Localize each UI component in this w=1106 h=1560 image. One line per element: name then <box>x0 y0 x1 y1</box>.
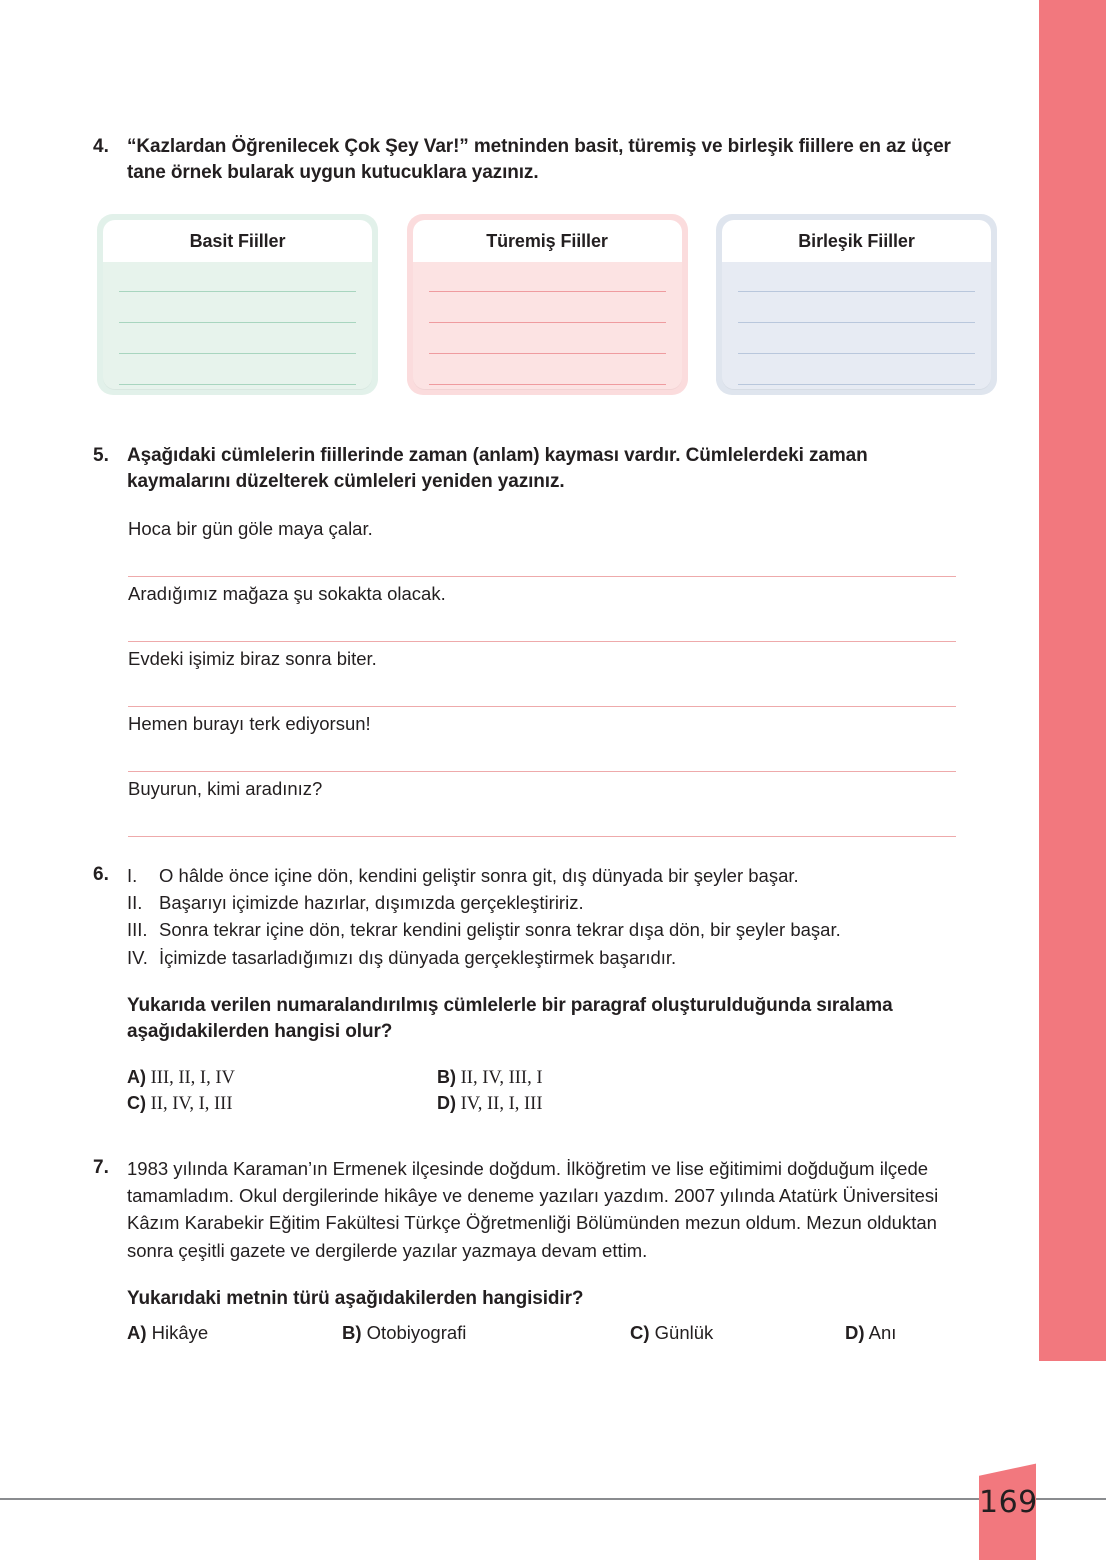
choice-label: D) <box>845 1321 865 1343</box>
question-7-choices <box>127 1320 959 1347</box>
card-title: Birleşik Fiiller <box>722 220 991 262</box>
writing-rule <box>429 353 666 354</box>
writing-rule <box>119 322 356 323</box>
writing-rule <box>128 836 956 837</box>
writing-rule <box>738 384 975 385</box>
question-5-answer-lines <box>128 512 956 837</box>
list-item <box>127 916 959 943</box>
choice-label: A) <box>127 1067 146 1088</box>
given-sentence: Hoca bir gün göle maya çalar. <box>128 518 373 539</box>
choice-label: A) <box>127 1321 147 1343</box>
choice-c[interactable] <box>127 1091 437 1117</box>
question-5 <box>93 443 959 495</box>
question-6-choices <box>127 1065 747 1118</box>
question-7-passage: 1983 yılında Karaman’ın Ermenek ilçesinde doğdum. İlköğretim ve lise eğitimimi doğduğum ilçede tamamladım. Okul dergilerinde hikâye ve deneme yazıları yazdım. 2007 yılında Atatürk Üniversitesi Kâzım Karabekir Eğitim Fakültesi Türkçe Öğretmenliği Bölümünden mezun oldum. Mezun olduktan sonra çeşitli gazete ve dergilerde yazılar yazmaya devam ettim. <box>127 1158 939 1261</box>
writing-rule <box>429 384 666 385</box>
card-writing-area[interactable] <box>722 262 991 389</box>
writing-rule <box>738 322 975 323</box>
question-4 <box>93 134 959 186</box>
page-accent-sidebar <box>1039 0 1106 1361</box>
writing-rule <box>429 322 666 323</box>
given-sentence: Buyurun, kimi aradınız? <box>128 778 323 799</box>
question-4-stem: “Kazlardan Öğrenilecek Çok Şey Var!” metninden basit, türemiş ve birleşik fiillere en az üçer tane örnek bularak uygun kutucuklara yazınız. <box>127 136 951 184</box>
list-item <box>127 889 959 916</box>
page-number: 169 <box>979 1485 1038 1520</box>
choice-label: D) <box>437 1093 456 1114</box>
verb-type-cards <box>97 214 997 395</box>
answer-line[interactable] <box>128 707 956 772</box>
question-7 <box>93 1155 959 1347</box>
writing-rule <box>738 353 975 354</box>
writing-rule <box>119 291 356 292</box>
choice-text: III, II, I, IV <box>150 1068 235 1089</box>
choice-b[interactable] <box>342 1320 630 1347</box>
card-writing-area[interactable] <box>413 262 682 389</box>
item-numeral: IV. <box>127 946 148 968</box>
choice-label: B) <box>437 1067 456 1088</box>
choice-text: II, IV, III, I <box>460 1068 543 1089</box>
answer-line[interactable] <box>128 772 956 837</box>
card-title: Basit Fiiller <box>103 220 372 262</box>
card-basit-fiiller <box>97 214 378 395</box>
question-5-stem: Aşağıdaki cümlelerin fiillerinde zaman (anlam) kayması vardır. Cümlelerdeki zaman kaymalarını düzelterek cümleleri yeniden yazınız. <box>127 445 868 493</box>
choice-c[interactable] <box>630 1320 845 1347</box>
list-item <box>127 862 959 889</box>
choice-d[interactable] <box>437 1091 747 1117</box>
given-sentence: Evdeki işimiz biraz sonra biter. <box>128 648 377 669</box>
item-text: Başarıyı içimizde hazırlar, dışımızda gerçekleştiririz. <box>159 892 584 914</box>
question-6-numbered-sentences <box>127 862 959 971</box>
card-writing-area[interactable] <box>103 262 372 389</box>
item-numeral: III. <box>127 919 148 941</box>
choice-text: Otobiyografi <box>366 1321 467 1343</box>
choice-text: Hikâye <box>151 1321 209 1343</box>
item-numeral: I. <box>127 865 138 886</box>
card-title: Türemiş Fiiller <box>413 220 682 262</box>
question-6-number: 6. <box>93 864 109 885</box>
answer-line[interactable] <box>128 512 956 577</box>
question-5-number: 5. <box>93 445 109 466</box>
writing-rule <box>738 291 975 292</box>
choice-text: II, IV, I, III <box>150 1094 233 1115</box>
question-6-lead-in: Yukarıda verilen numaralandırılmış cümlelerle bir paragraf oluşturulduğunda sıralama aşağıdakilerden hangisi olur? <box>127 994 893 1042</box>
answer-line[interactable] <box>128 642 956 707</box>
given-sentence: Hemen burayı terk ediyorsun! <box>128 713 371 734</box>
choice-text: Anı <box>868 1321 897 1343</box>
choice-label: B) <box>342 1321 362 1343</box>
question-6 <box>93 862 959 1118</box>
choice-b[interactable] <box>437 1065 747 1091</box>
choice-label: C) <box>127 1093 146 1114</box>
choice-d[interactable] <box>845 1320 896 1347</box>
item-text: Sonra tekrar içine dön, tekrar kendini geliştir sonra tekrar dışa dön, bir şeyler başar. <box>159 919 841 941</box>
card-birlesik-fiiller <box>716 214 997 395</box>
writing-rule <box>429 291 666 292</box>
writing-rule <box>119 384 356 385</box>
item-text: İçimizde tasarladığımızı dış dünyada gerçekleştirmek başarıdır. <box>159 946 677 968</box>
choice-label: C) <box>630 1321 650 1343</box>
question-7-number: 7. <box>93 1157 109 1178</box>
item-text: O hâlde önce içine dön, kendini geliştir sonra git, dış dünyada bir şeyler başar. <box>159 865 799 886</box>
choice-text: Günlük <box>654 1321 714 1343</box>
choice-a[interactable] <box>127 1065 437 1091</box>
writing-rule <box>119 353 356 354</box>
given-sentence: Aradığımız mağaza şu sokakta olacak. <box>128 583 446 604</box>
choice-text: IV, II, I, III <box>460 1094 543 1115</box>
list-item <box>127 944 959 971</box>
answer-line[interactable] <box>128 577 956 642</box>
question-4-number: 4. <box>93 136 109 157</box>
card-turemis-fiiller <box>407 214 688 395</box>
question-7-lead-in: Yukarıdaki metnin türü aşağıdakilerden hangisidir? <box>127 1287 584 1309</box>
item-numeral: II. <box>127 892 143 914</box>
choice-a[interactable] <box>127 1320 342 1347</box>
